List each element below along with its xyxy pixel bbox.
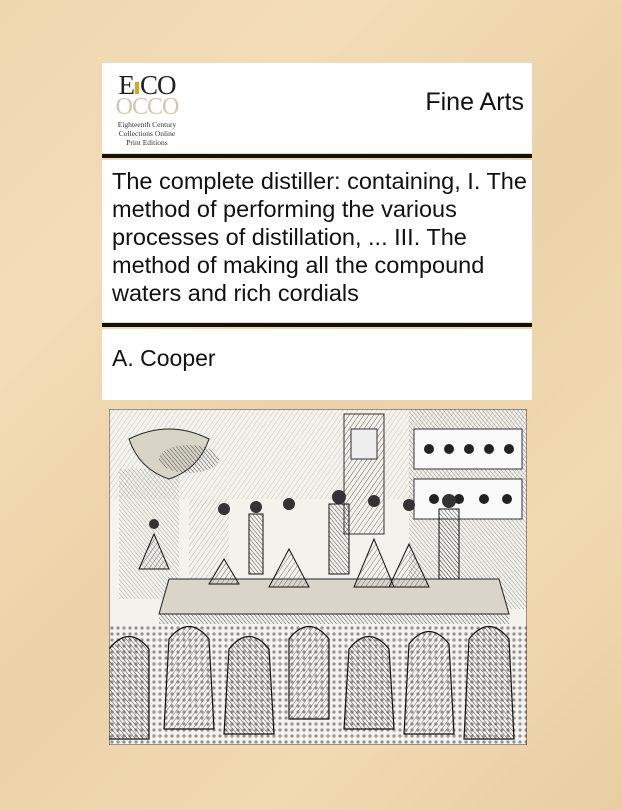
header-panel: [102, 63, 532, 153]
divider-top: [102, 154, 532, 158]
author-name: A. Cooper: [112, 345, 216, 371]
book-title: The complete distiller: containing, I. The method of performing the various processes of distillation, ... III. The method of making all the compound waters and rich cordials: [112, 168, 527, 306]
logo-line-3: Print Editions: [126, 138, 168, 147]
title-panel: [102, 160, 532, 322]
engraving-image: [109, 409, 527, 745]
author-panel: [102, 329, 532, 400]
logo-line-2: Collections Online: [118, 129, 176, 138]
ecco-logo: [112, 71, 182, 149]
divider-middle: [102, 323, 532, 327]
logo-mark: E CO: [118, 70, 176, 100]
logo-line-1: Eighteenth Century: [117, 120, 177, 129]
category-label: Fine Arts: [425, 88, 524, 116]
logo-mark-reflection: OCCO: [115, 94, 179, 120]
